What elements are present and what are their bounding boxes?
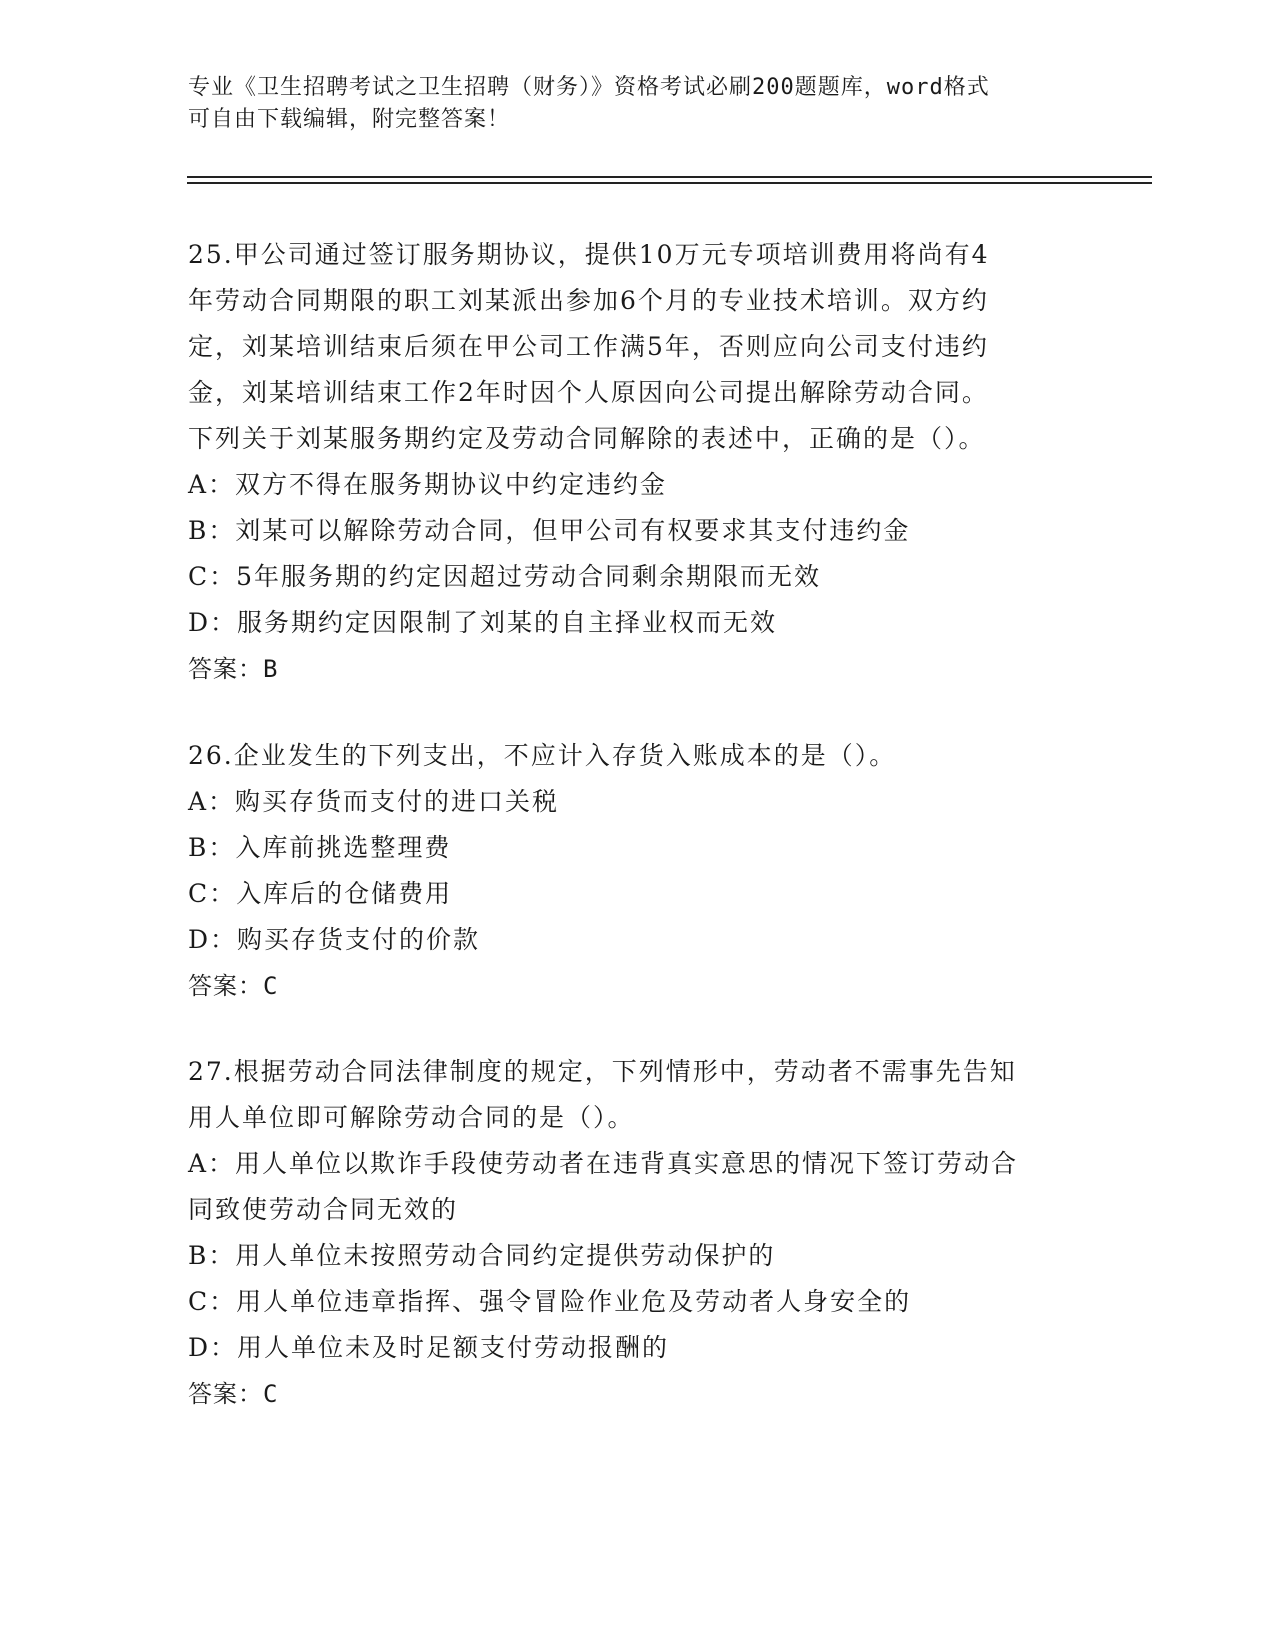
option-d: D：购买存货支付的价款: [188, 925, 481, 954]
question-26: [188, 733, 1088, 1009]
header-divider-top: [187, 176, 1152, 178]
question-stem-line: 下列关于刘某服务期约定及劳动合同解除的表述中，正确的是（）。: [188, 424, 986, 453]
header-divider-bottom: [187, 182, 1152, 184]
option-a-continued: 同致使劳动合同无效的: [188, 1195, 459, 1224]
option-c: C：用人单位违章指挥、强令冒险作业危及劳动者人身安全的: [188, 1287, 912, 1316]
option-c: C：入库后的仓储费用: [188, 879, 453, 908]
answer: 答案：C: [188, 972, 279, 1000]
header-line: 可自由下载编辑，附完整答案！: [188, 107, 511, 132]
document-header: [188, 72, 1068, 136]
question-stem-line: 用人单位即可解除劳动合同的是（）。: [188, 1103, 635, 1132]
header-line: 专业《卫生招聘考试之卫生招聘（财务）》资格考试必刷200题题库，word格式: [188, 75, 990, 100]
option-c: C：5年服务期的约定因超过劳动合同剩余期限而无效: [188, 562, 822, 591]
question-stem-line: 金，刘某培训结束工作2年时因个人原因向公司提出解除劳动合同。: [188, 378, 989, 407]
question-stem-line: 25.甲公司通过签订服务期协议，提供10万元专项培训费用将尚有4: [188, 240, 990, 269]
option-b: B：刘某可以解除劳动合同，但甲公司有权要求其支付违约金: [188, 516, 911, 545]
question-stem-line: 年劳动合同期限的职工刘某派出参加6个月的专业技术培训。双方约: [188, 286, 989, 315]
option-a: A：用人单位以欺诈手段使劳动者在违背真实意思的情况下签订劳动合: [188, 1149, 1019, 1178]
option-d: D：服务期约定因限制了刘某的自主择业权而无效: [188, 608, 778, 637]
answer: 答案：B: [188, 655, 279, 683]
option-b: B：入库前挑选整理费: [188, 833, 452, 862]
option-a: A：双方不得在服务期协议中约定违约金: [188, 470, 668, 499]
option-b: B：用人单位未按照劳动合同约定提供劳动保护的: [188, 1241, 776, 1270]
option-a: A：购买存货而支付的进口关税: [188, 787, 560, 816]
question-27: [188, 1049, 1088, 1417]
question-25: [188, 232, 1088, 692]
option-d: D：用人单位未及时足额支付劳动报酬的: [188, 1333, 670, 1362]
question-stem-line: 26.企业发生的下列支出，不应计入存货入账成本的是（）。: [188, 741, 897, 770]
answer: 答案：C: [188, 1380, 279, 1408]
question-stem-line: 27.根据劳动合同法律制度的规定，下列情形中，劳动者不需事先告知: [188, 1057, 1017, 1086]
question-stem-line: 定，刘某培训结束后须在甲公司工作满5年，否则应向公司支付违约: [188, 332, 989, 361]
